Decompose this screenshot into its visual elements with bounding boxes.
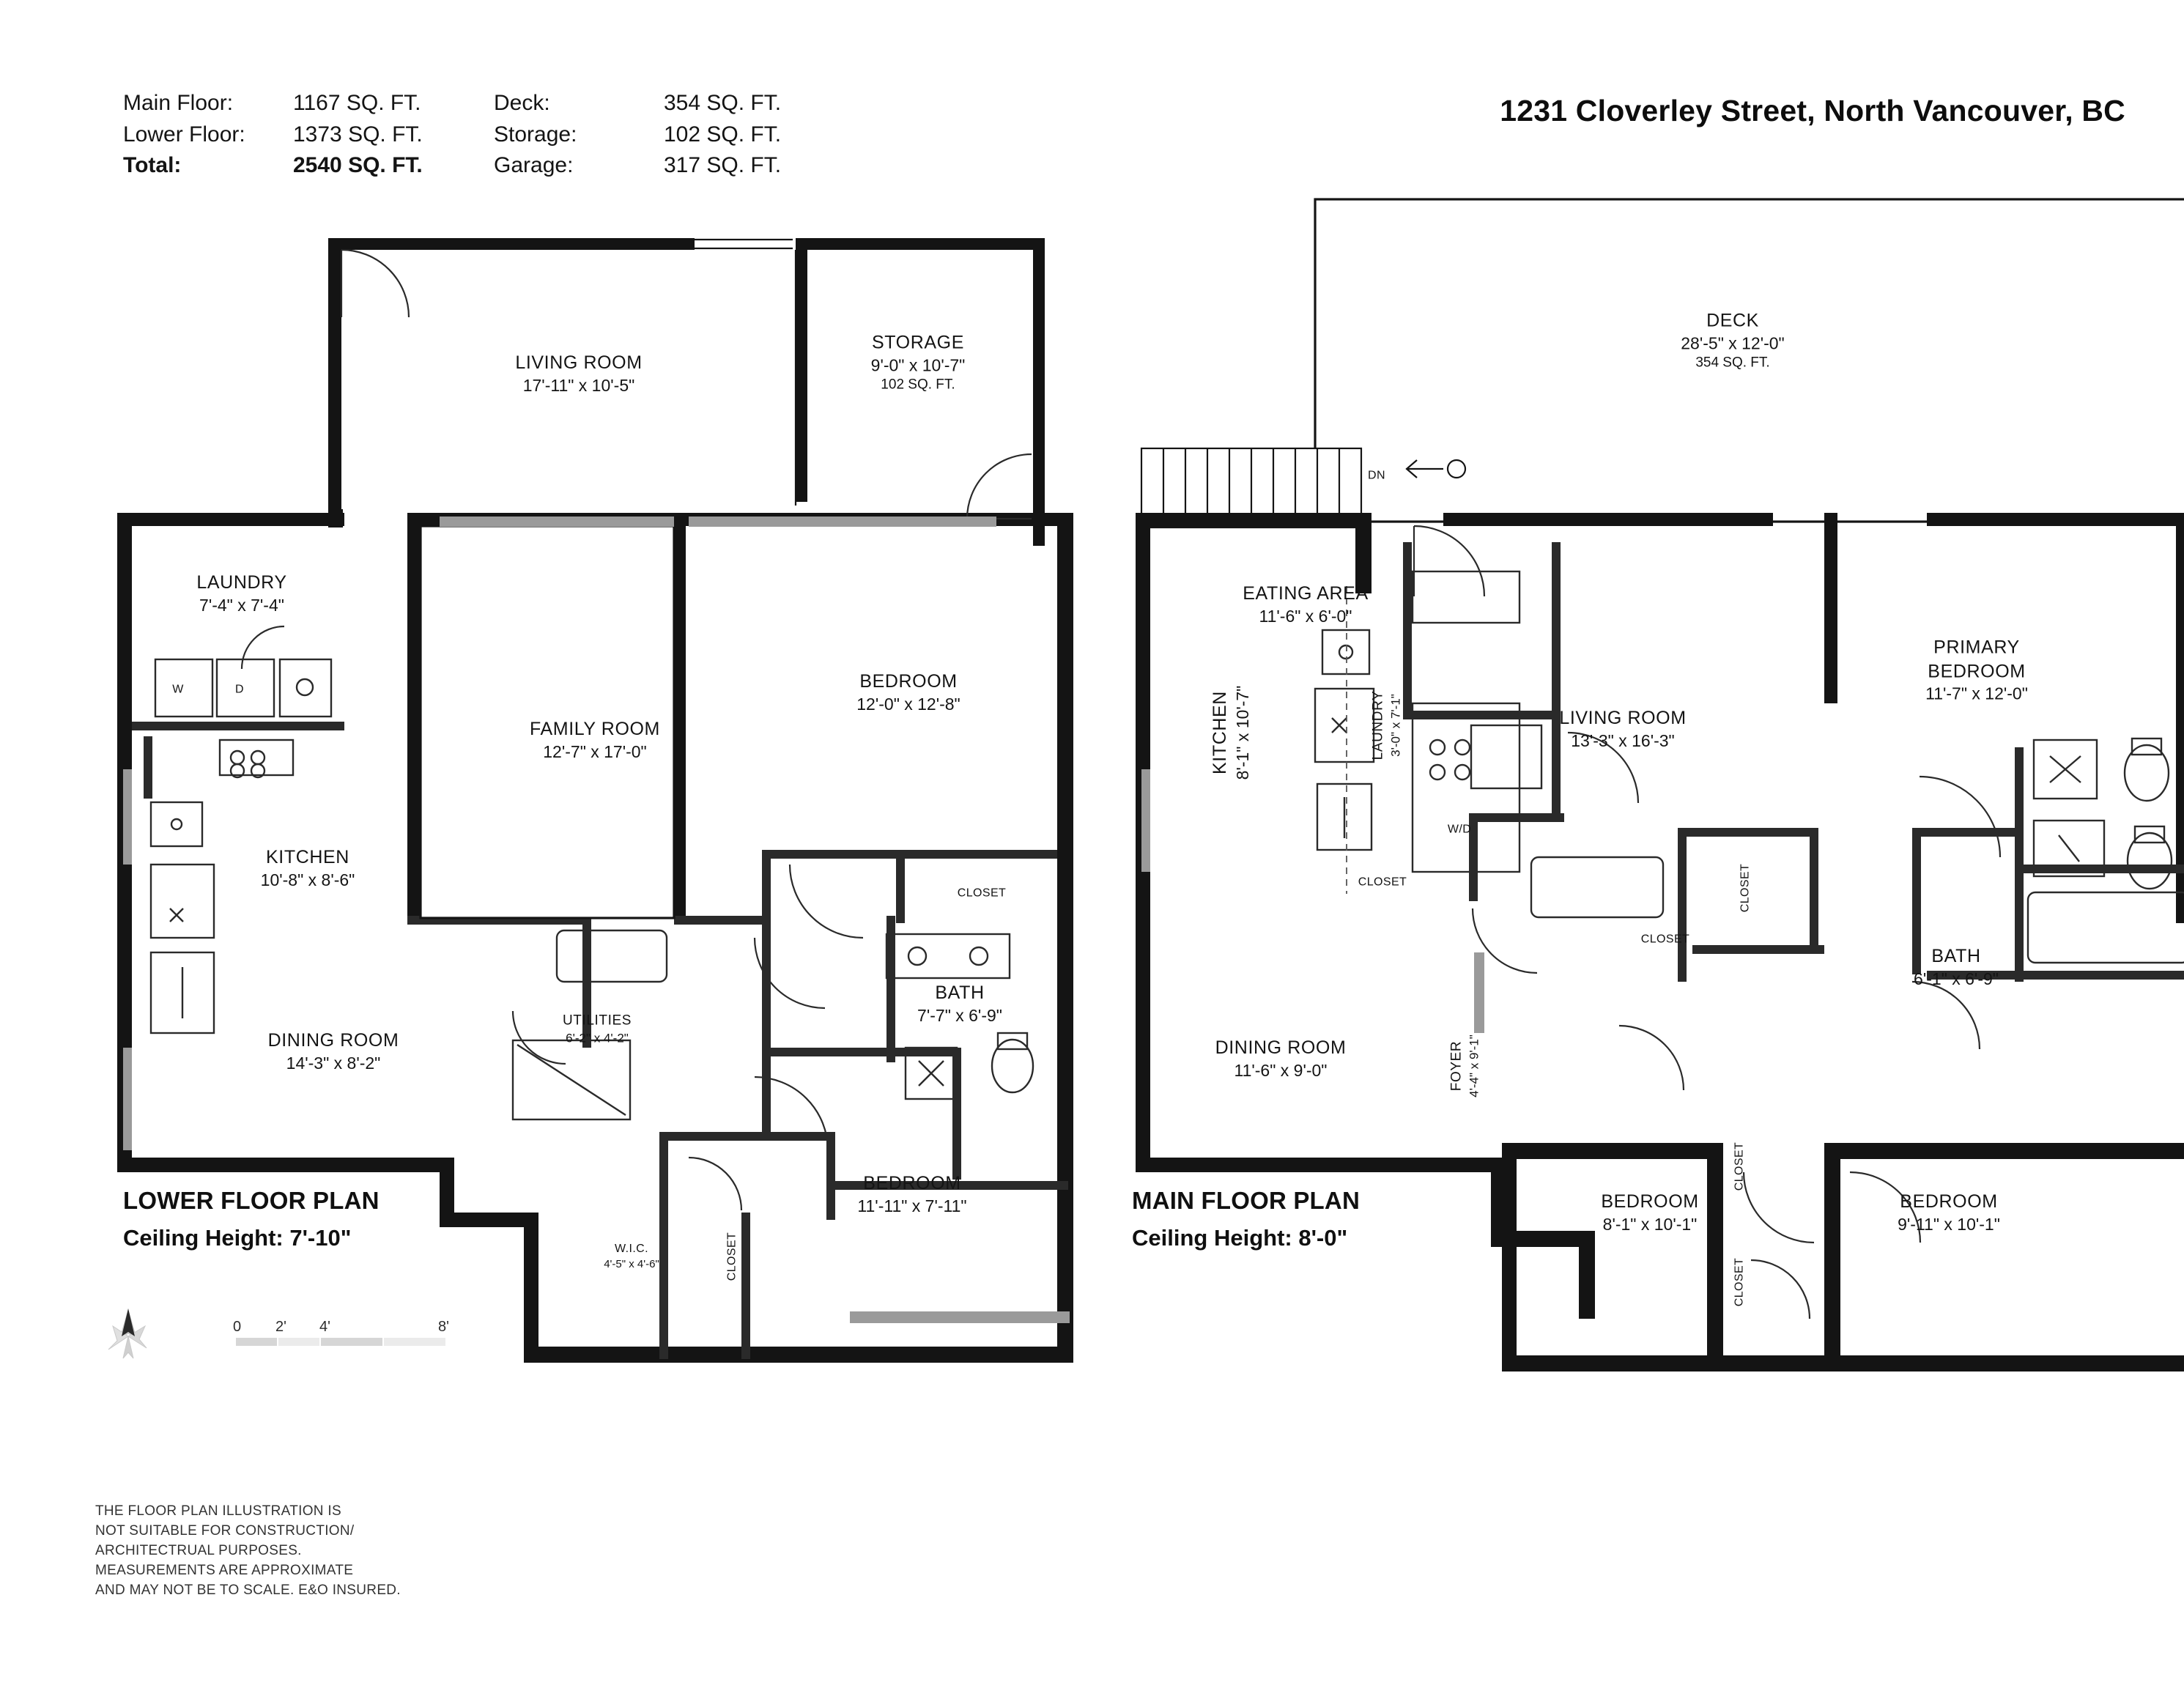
scale-tick-8: 8' bbox=[438, 1319, 449, 1335]
room-label-closet-main-4: CLOSET bbox=[1733, 1141, 1746, 1191]
storage-label: Storage: bbox=[494, 122, 577, 147]
room-label-closet-main-5: CLOSET bbox=[1733, 1257, 1746, 1307]
room-label-closet-lower-1: CLOSET bbox=[725, 1232, 739, 1281]
disclaimer-line-3: ARCHITECTRUAL PURPOSES. bbox=[95, 1542, 302, 1558]
total-label: Total: bbox=[123, 153, 182, 178]
room-label-bedroom-lower-1: BEDROOM 12'-0" x 12'-8" bbox=[856, 670, 960, 714]
room-label-dining-room-lower: DINING ROOM 14'-3" x 8'-2" bbox=[267, 1029, 399, 1073]
room-label-bath-main: BATH 6'-1" x 6'-9" bbox=[1914, 945, 1999, 988]
lower-floor-plan-title: LOWER FLOOR PLAN bbox=[123, 1187, 380, 1214]
room-label-wic: W.I.C. 4'-5" x 4'-6" bbox=[604, 1242, 659, 1270]
deck-value: 354 SQ. FT. bbox=[664, 91, 782, 115]
scale-tick-4: 4' bbox=[319, 1319, 330, 1335]
room-label-closet-main-2: CLOSET bbox=[1640, 933, 1690, 946]
room-label-bath-lower: BATH 7'-7" x 6'-9" bbox=[917, 982, 1002, 1025]
room-label-storage: STORAGE 9'-0" x 10'-7" 102 SQ. FT. bbox=[870, 332, 966, 393]
scale-tick-2: 2' bbox=[275, 1319, 286, 1335]
room-label-closet-lower-2: CLOSET bbox=[957, 886, 1007, 900]
room-label-laundry-main: LAUNDRY 3'-0" x 7'-1" bbox=[1370, 690, 1403, 760]
lower-floor-value: 1373 SQ. FT. bbox=[293, 122, 423, 147]
room-label-eating-area: EATING AREA 11'-6" x 6'-0" bbox=[1243, 582, 1369, 626]
room-label-bedroom-lower-2: BEDROOM 11'-11" x 7'-11" bbox=[857, 1172, 967, 1215]
disclaimer-line-4: MEASUREMENTS ARE APPROXIMATE bbox=[95, 1562, 354, 1578]
disclaimer-text bbox=[95, 1502, 401, 1601]
room-label-closet-main-3: CLOSET bbox=[1739, 863, 1752, 913]
stair-direction-label: DN bbox=[1368, 469, 1385, 482]
room-label-bedroom-main-2: BEDROOM 9'-11" x 10'-1" bbox=[1898, 1191, 2000, 1234]
appliance-dryer-lower: D bbox=[235, 683, 244, 696]
room-label-dining-room-main: DINING ROOM 11'-6" x 9'-0" bbox=[1215, 1037, 1347, 1080]
disclaimer-line-5: AND MAY NOT BE TO SCALE. E&O INSURED. bbox=[95, 1582, 401, 1598]
room-label-foyer: FOYER 4'-4" x 9'-1" bbox=[1448, 1034, 1481, 1097]
room-label-closet-main-1: CLOSET bbox=[1358, 876, 1407, 889]
main-floor-ceiling-height: Ceiling Height: 8'-0" bbox=[1132, 1225, 1348, 1251]
disclaimer-line-2: NOT SUITABLE FOR CONSTRUCTION/ bbox=[95, 1522, 355, 1539]
appliance-washer-lower: W bbox=[172, 683, 184, 696]
room-label-family-room: FAMILY ROOM 12'-7" x 17'-0" bbox=[530, 718, 660, 761]
page-title: 1231 Cloverley Street, North Vancouver, BC bbox=[1500, 94, 2125, 127]
room-label-laundry-lower: LAUNDRY 7'-4" x 7'-4" bbox=[196, 571, 287, 615]
room-label-kitchen-lower: KITCHEN 10'-8" x 8'-6" bbox=[260, 846, 355, 889]
scale-tick-0: 0 bbox=[233, 1319, 242, 1335]
garage-label: Garage: bbox=[494, 153, 574, 178]
room-label-living-room-lower: LIVING ROOM 17'-11" x 10'-5" bbox=[515, 352, 643, 395]
lower-floor-label: Lower Floor: bbox=[123, 122, 245, 147]
appliance-washer-dryer-main: W/D bbox=[1447, 823, 1472, 836]
deck-label: Deck: bbox=[494, 91, 550, 115]
compass-rose-icon bbox=[88, 1304, 169, 1370]
main-floor-label: Main Floor: bbox=[123, 91, 234, 115]
room-label-primary-bedroom: PRIMARY BEDROOM 11'-7" x 12'-0" bbox=[1925, 637, 2028, 703]
main-floor-plan-title: MAIN FLOOR PLAN bbox=[1132, 1187, 1360, 1214]
room-label-deck: DECK 28'-5" x 12'-0" 354 SQ. FT. bbox=[1681, 310, 1785, 371]
room-label-utilities: UTILITIES 6'-2" x 4'-2" bbox=[562, 1013, 632, 1045]
room-label-living-room-main: LIVING ROOM 13'-3" x 16'-3" bbox=[1559, 707, 1687, 750]
storage-value: 102 SQ. FT. bbox=[664, 122, 782, 147]
main-floor-value: 1167 SQ. FT. bbox=[293, 91, 421, 115]
room-label-kitchen-main: KITCHEN 8'-1" x 10'-7" bbox=[1209, 685, 1252, 780]
lower-floor-ceiling-height: Ceiling Height: 7'-10" bbox=[123, 1225, 352, 1251]
garage-value: 317 SQ. FT. bbox=[664, 153, 782, 178]
total-value: 2540 SQ. FT. bbox=[293, 153, 423, 178]
disclaimer-line-1: THE FLOOR PLAN ILLUSTRATION IS bbox=[95, 1503, 341, 1519]
room-label-bedroom-main-1: BEDROOM 8'-1" x 10'-1" bbox=[1601, 1191, 1699, 1234]
